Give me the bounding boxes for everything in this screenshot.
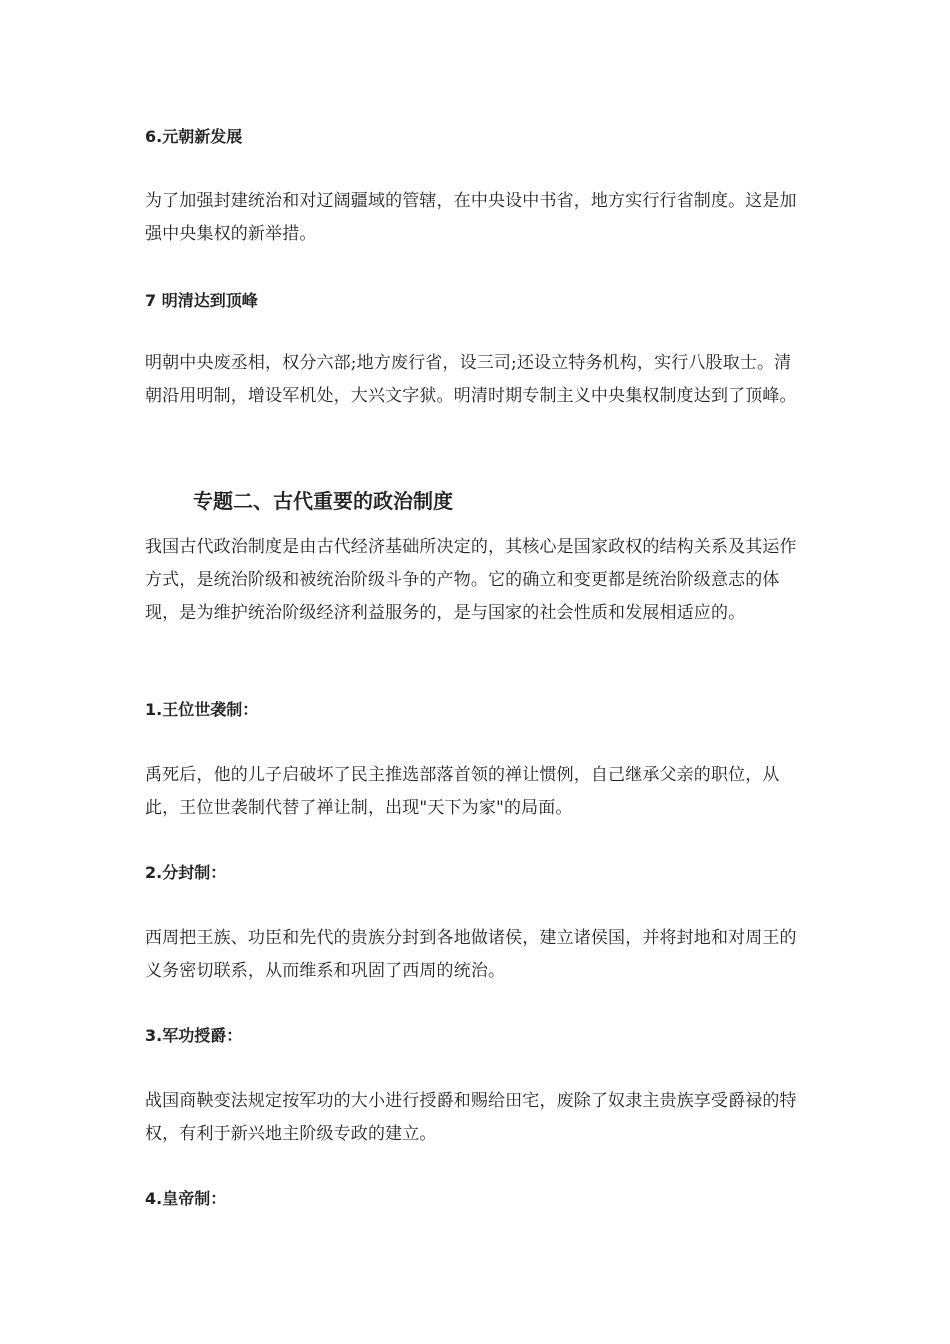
item-heading-2: 2.分封制： bbox=[145, 863, 227, 882]
item-heading-1: 1.王位世袭制： bbox=[145, 700, 259, 719]
paragraph-item-3: 战国商鞅变法规定按军功的大小进行授爵和赐给田宅，废除了奴隶主贵族享受爵禄的特权，有利于新兴地主阶级专政的建立。 bbox=[145, 1091, 797, 1144]
item-heading-4: 4.皇帝制： bbox=[145, 1189, 227, 1208]
item-heading-3: 3.军功授爵： bbox=[145, 1026, 243, 1045]
paragraph-item-2: 西周把王族、功臣和先代的贵族分封到各地做诸侯，建立诸侯国，并将封地和对周王的义务密切联系，从而维系和巩固了西周的统治。 bbox=[145, 928, 797, 981]
section-heading-mingqing: 7 明清达到顶峰 bbox=[145, 291, 258, 310]
paragraph-item-1: 禹死后，他的儿子启破坏了民主推选部落首领的禅让惯例，自己继承父亲的职位，从此，王位世袭制代替了禅让制，出现"天下为家"的局面。 bbox=[145, 765, 780, 818]
section-heading-yuan: 6.元朝新发展 bbox=[145, 127, 243, 146]
paragraph-topic-intro: 我国古代政治制度是由古代经济基础所决定的，其核心是国家政权的结构关系及其运作方式，是统治阶级和被统治阶级斗争的产物。它的确立和变更都是统治阶级意志的体现，是为维护统治阶级经济利益服务的，是与国家的社会性质和发展相适应的。 bbox=[145, 537, 797, 623]
topic-title: 专题二、古代重要的政治制度 bbox=[193, 489, 453, 513]
paragraph-yuan: 为了加强封建统治和对辽阔疆域的管辖，在中央设中书省，地方实行行省制度。这是加强中央集权的新举措。 bbox=[145, 191, 797, 244]
paragraph-mingqing: 明朝中央废丞相，权分六部;地方废行省，设三司;还设立特务机构，实行八股取士。清朝沿用明制，增设军机处，大兴文字狱。明清时期专制主义中央集权制度达到了顶峰。 bbox=[145, 353, 797, 406]
